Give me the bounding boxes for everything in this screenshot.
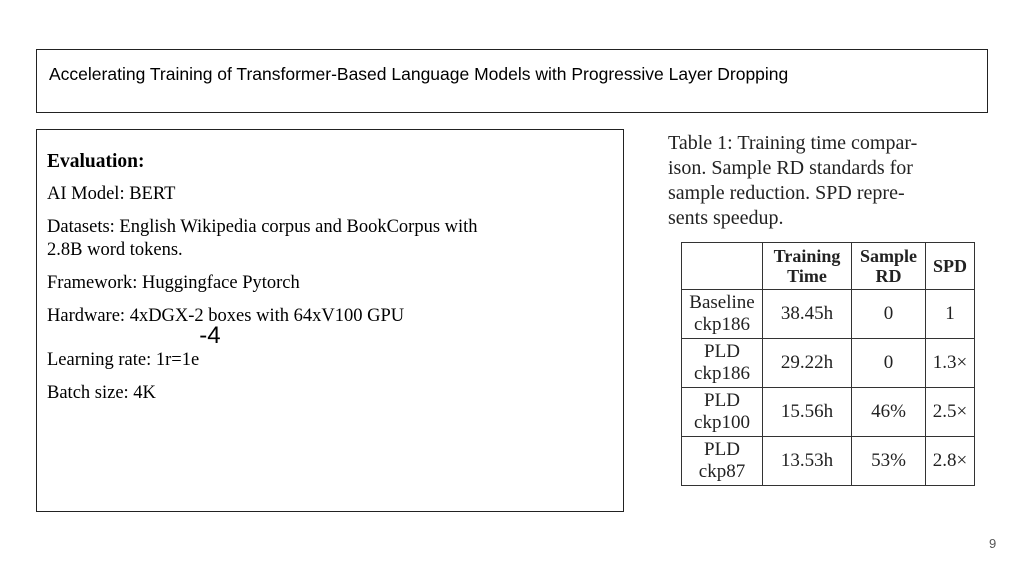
row-name: Baseline [689, 292, 755, 313]
row-name-cell [682, 437, 763, 486]
table-row [682, 339, 975, 388]
datasets-line [47, 216, 607, 262]
row-name-cell [682, 388, 763, 437]
spd-cell: 1 [926, 290, 975, 339]
header-text: Time [787, 266, 827, 286]
header-training-time [763, 243, 852, 290]
evaluation-content [47, 150, 607, 415]
batch-size-line: Batch size: 4K [47, 383, 156, 403]
header-text: Training [773, 246, 841, 266]
table-row [682, 437, 975, 486]
table-header-row [682, 243, 975, 290]
slide-title: Accelerating Training of Transformer-Based Language Models with Progressive Layer Dropping [49, 64, 789, 84]
rd-cell: 0 [852, 290, 926, 339]
table-row [682, 388, 975, 437]
rd-cell: 0 [852, 339, 926, 388]
learning-rate-line [47, 322, 607, 372]
ai-model-line: AI Model: BERT [47, 184, 176, 204]
hardware-line: Hardware: 4xDGX-2 boxes with 64xV100 GPU [47, 306, 405, 326]
row-name: PLD [704, 341, 740, 362]
page-number: 9 [989, 536, 997, 551]
title-box [36, 49, 988, 113]
header-text: RD [875, 266, 902, 286]
header-empty [682, 243, 763, 290]
row-name: PLD [704, 390, 740, 411]
row-checkpoint: ckp186 [694, 314, 750, 335]
time-cell: 29.22h [763, 339, 852, 388]
row-checkpoint: ckp87 [698, 461, 746, 482]
table-figure [668, 131, 998, 501]
training-time-table [681, 242, 975, 486]
framework-line: Framework: Huggingface Pytorch [47, 273, 300, 293]
caption-line: sents speedup. [668, 207, 784, 229]
header-sample-rd [852, 243, 926, 290]
table-row [682, 290, 975, 339]
time-cell: 15.56h [763, 388, 852, 437]
rd-cell: 53% [852, 437, 926, 486]
spd-cell: 2.5× [926, 388, 975, 437]
datasets-line-1: Datasets: English Wikipedia corpus and BookCorpus with [47, 217, 478, 237]
datasets-line-2: 2.8B word tokens. [47, 240, 183, 260]
header-text: SPD [932, 256, 967, 276]
row-checkpoint: ckp100 [694, 412, 750, 433]
evaluation-heading: Evaluation: [47, 151, 145, 172]
learning-rate-exponent: -4 [199, 322, 221, 349]
row-name-cell [682, 290, 763, 339]
spd-cell: 2.8× [926, 437, 975, 486]
caption-line: Table 1: Training time compar- [668, 132, 918, 154]
header-text: Sample [859, 246, 917, 266]
row-name: PLD [704, 439, 740, 460]
time-cell: 13.53h [763, 437, 852, 486]
caption-line: ison. Sample RD standards for [668, 157, 913, 179]
row-checkpoint: ckp186 [694, 363, 750, 384]
rd-cell: 46% [852, 388, 926, 437]
evaluation-box [36, 129, 624, 512]
spd-cell: 1.3× [926, 339, 975, 388]
learning-rate-text: Learning rate: 1r=1e [47, 350, 200, 370]
time-cell: 38.45h [763, 290, 852, 339]
caption-line: sample reduction. SPD repre- [668, 182, 905, 204]
header-spd [926, 243, 975, 290]
row-name-cell [682, 339, 763, 388]
table-caption [668, 131, 996, 231]
